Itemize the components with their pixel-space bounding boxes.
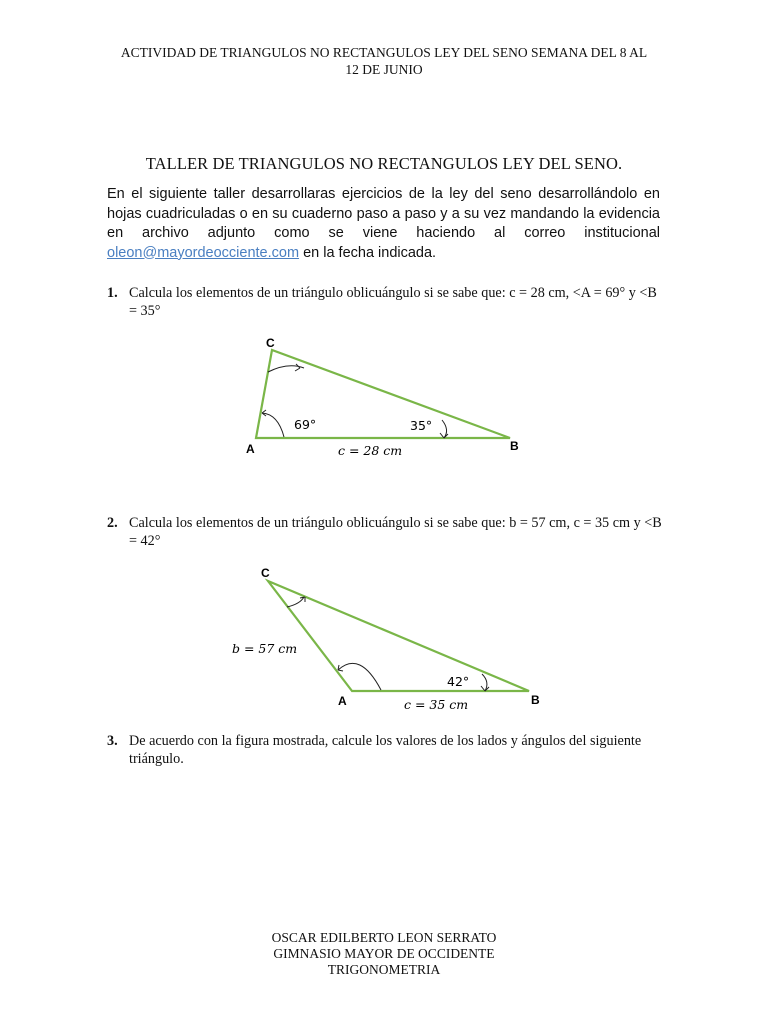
problem-text: De acuerdo con la figura mostrada, calcule los valores de los lados y ángulos del siguiente triángulo. xyxy=(129,733,642,767)
angle-b-label: 42° xyxy=(447,674,470,689)
footer-subject: TRIGONOMETRIA xyxy=(327,962,441,977)
angle-a-arc xyxy=(338,663,381,690)
header-line-2: 12 DE JUNIO xyxy=(345,62,423,77)
page-title: TALLER DE TRIANGULOS NO RECTANGULOS LEY DEL SENO. xyxy=(145,154,623,173)
intro-text-after-link: en la fecha indicada. xyxy=(299,244,437,261)
problem-text: Calcula los elementos de un triángulo oblicuángulo si se sabe que: c = 28 cm, <A = 69° y <B = 35° xyxy=(129,285,657,319)
vertex-label-b: B xyxy=(510,439,519,453)
problem-number: 2. xyxy=(107,515,118,531)
angle-b-label: 35° xyxy=(410,418,433,433)
intro-text-before-link: En el siguiente taller desarrollaras ejercicios de la ley del seno desarrollándolo en hojas cuadriculadas o en su cuaderno paso a paso y a su vez mandando la evidencia en archivo adjunto como se viene haciendo al correo institucional xyxy=(107,186,660,241)
side-b-label: b = 57 cm xyxy=(232,641,298,656)
header-line-1: ACTIVIDAD DE TRIANGULOS NO RECTANGULOS LEY DEL SENO SEMANA DEL 8 AL xyxy=(120,45,648,60)
footer-author: OSCAR EDILBERTO LEON SERRATO xyxy=(271,930,497,945)
side-c-label: c = 35 cm xyxy=(404,697,469,712)
vertex-label-a: A xyxy=(246,442,255,456)
side-c-label: c = 28 cm xyxy=(338,443,403,458)
email-link[interactable]: oleon@mayordeocciente.com xyxy=(107,244,300,261)
page-footer xyxy=(0,930,768,978)
vertex-label-b: B xyxy=(531,693,540,707)
footer-school: GIMNASIO MAYOR DE OCCIDENTE xyxy=(273,946,495,961)
problem-text: Calcula los elementos de un triángulo oblicuángulo si se sabe que: b = 57 cm, c = 35 cm y <B = 42° xyxy=(129,515,662,549)
angle-a-label: 69° xyxy=(294,417,317,432)
triangle-2-shape xyxy=(268,581,529,691)
vertex-label-c: C xyxy=(266,336,275,350)
problem-number: 1. xyxy=(107,285,118,301)
vertex-label-a: A xyxy=(338,694,347,708)
problem-number: 3. xyxy=(107,733,118,749)
angle-c-arc xyxy=(287,597,304,607)
vertex-label-c: C xyxy=(261,566,270,580)
